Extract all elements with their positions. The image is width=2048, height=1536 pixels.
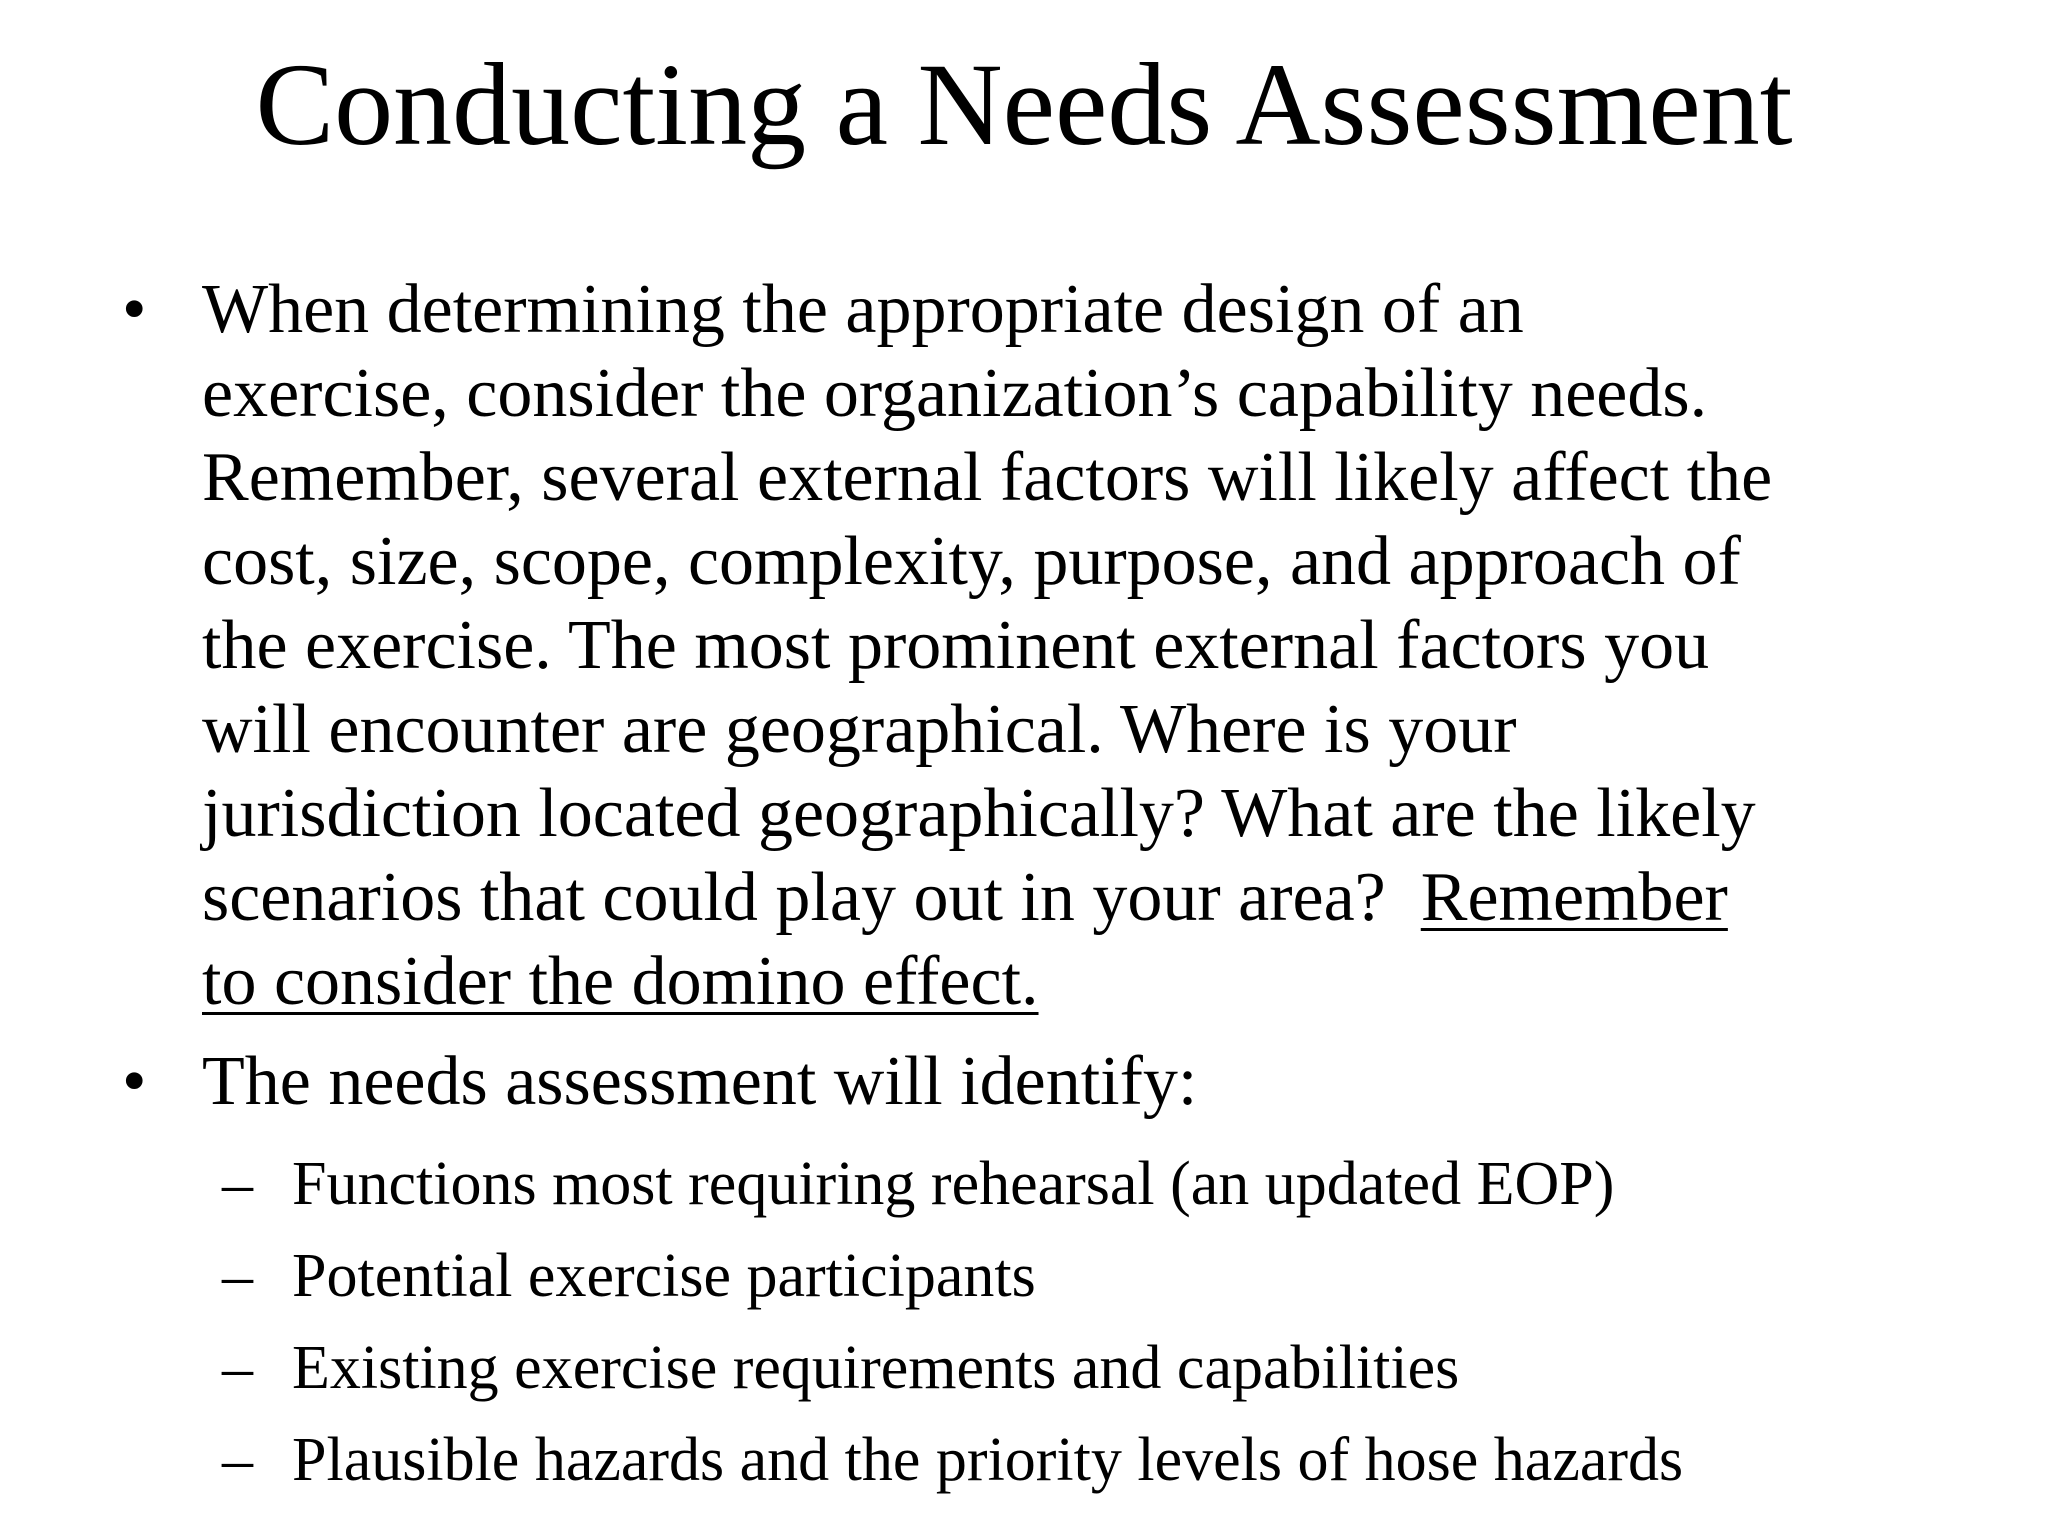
bullet-line: will encounter are geographical. Where is your (202, 691, 1517, 768)
sub-item-text: Functions most requiring rehearsal (an updated EOP) (292, 1150, 1615, 1218)
bullet-line: exercise, consider the organization’s capability needs. (202, 355, 1708, 432)
bullet-line-with-underline (202, 856, 1992, 940)
bullet-marker: • (122, 271, 147, 348)
dash-marker: – (222, 1426, 253, 1494)
slide-title: Conducting a Needs Assessment (255, 39, 1793, 170)
sub-item-text: Potential exercise participants (292, 1242, 1036, 1310)
sub-item-text: Plausible hazards and the priority levels of hose hazards (292, 1426, 1684, 1494)
dash-marker: – (222, 1242, 253, 1310)
dash-marker: – (222, 1150, 253, 1218)
bullet-paragraph-1 (202, 268, 1992, 1024)
sub-item-text: Existing exercise requirements and capabilities (292, 1334, 1460, 1402)
bullet-line: cost, size, scope, complexity, purpose, and approach of (202, 523, 1741, 600)
bullet-line-text: scenarios that could play out in your area? (202, 859, 1421, 936)
dash-marker: – (222, 1334, 253, 1402)
bullet-line: jurisdiction located geographically? What are the likely (202, 775, 1756, 852)
bullet-line: Remember, several external factors will likely affect the (202, 439, 1773, 516)
sub-item (222, 1240, 1036, 1312)
sub-item (222, 1424, 1683, 1496)
underlined-emphasis-start: Remember (1420, 859, 1728, 936)
sub-item (222, 1332, 1459, 1404)
bullet-line: the exercise. The most prominent external factors you (202, 607, 1710, 684)
bullet-marker: • (122, 1043, 147, 1120)
underlined-emphasis-end: to consider the domino effect. (202, 943, 1039, 1020)
bullet-paragraph-2: The needs assessment will identify: (202, 1043, 1198, 1120)
bullet-line: When determining the appropriate design of an (202, 271, 1524, 348)
sub-item (222, 1148, 1614, 1220)
